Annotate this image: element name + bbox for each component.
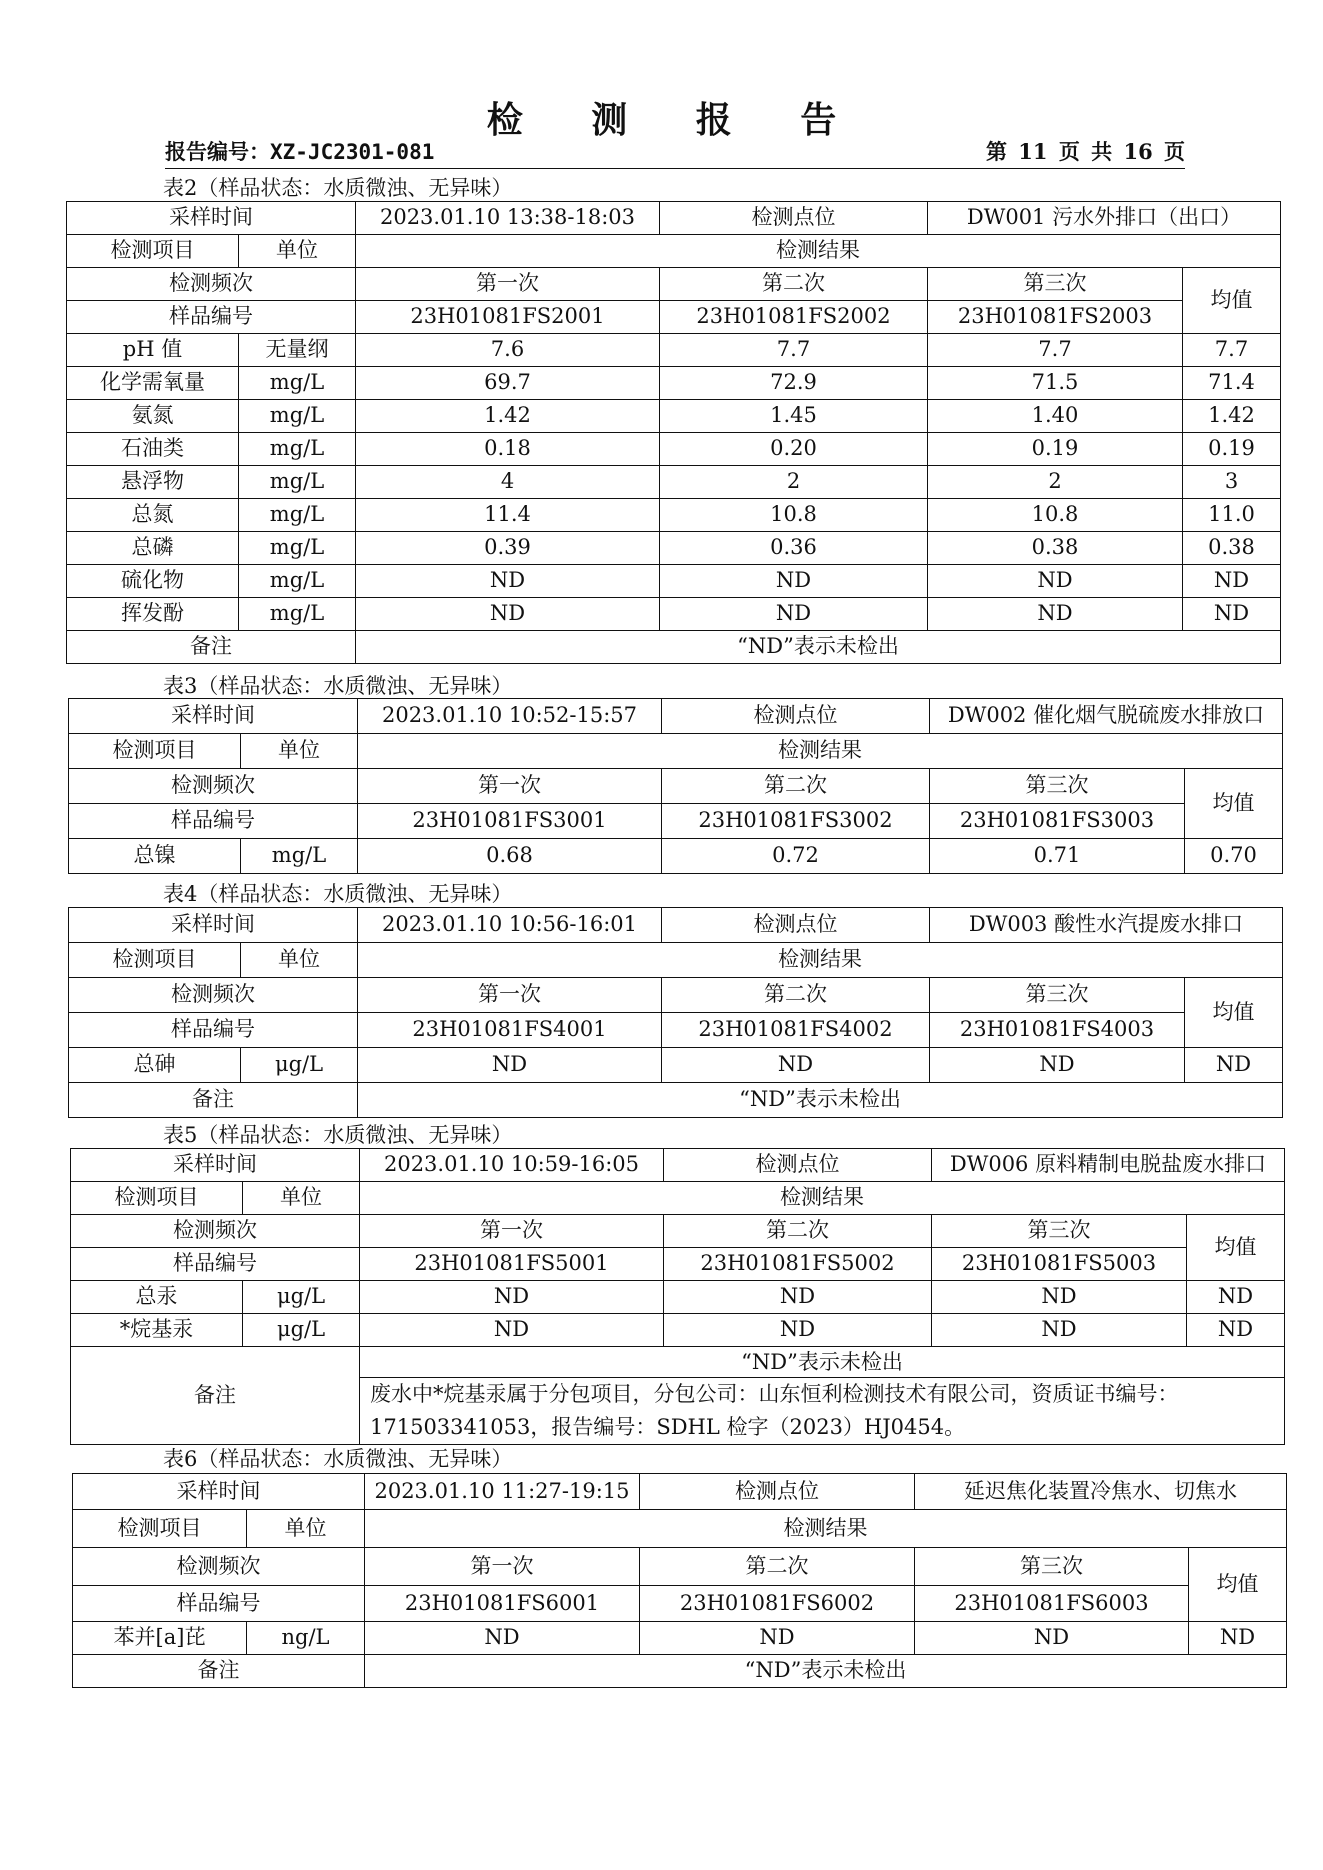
table-row: [69, 839, 1283, 874]
item-unit: 无量纲: [239, 334, 356, 367]
value-3: ND: [932, 1281, 1187, 1314]
result-label: 检测结果: [358, 943, 1283, 978]
sampling-time-value: 2023.01.10 11:27-19:15: [365, 1474, 640, 1510]
freq-third: 第三次: [930, 978, 1185, 1013]
value-1: ND: [360, 1281, 664, 1314]
table-row: [67, 367, 1281, 400]
table6-header-row: [73, 1510, 1287, 1548]
sample-no-1: 23H01081FS6001: [365, 1586, 640, 1622]
table3-sample-row: [69, 804, 1283, 839]
item-unit: mg/L: [241, 839, 358, 874]
item-unit: μg/L: [243, 1281, 360, 1314]
value-2: 7.7: [660, 334, 928, 367]
value-1: 0.39: [356, 532, 660, 565]
item-name: 石油类: [67, 433, 239, 466]
table5-caption: 表5（样品状态：水质微浊、无异味）: [163, 1123, 513, 1147]
site-label: 检测点位: [662, 908, 930, 943]
item-name: 化学需氧量: [67, 367, 239, 400]
result-label: 检测结果: [356, 235, 1281, 268]
item-unit: mg/L: [239, 367, 356, 400]
table2: [66, 201, 1281, 664]
value-2: ND: [664, 1314, 932, 1347]
item-name: 悬浮物: [67, 466, 239, 499]
value-avg: ND: [1185, 1048, 1283, 1083]
report-title: 检 测 报 告: [486, 99, 865, 141]
item-label: 检测项目: [69, 734, 241, 769]
sample-no-1: 23H01081FS4001: [358, 1013, 662, 1048]
item-label: 检测项目: [73, 1510, 247, 1548]
sample-no-3: 23H01081FS2003: [928, 301, 1183, 334]
item-unit: mg/L: [239, 598, 356, 631]
sample-no-3: 23H01081FS4003: [930, 1013, 1185, 1048]
value-avg: ND: [1183, 598, 1281, 631]
sample-no-1: 23H01081FS3001: [358, 804, 662, 839]
value-avg: 11.0: [1183, 499, 1281, 532]
table6-time-row: [73, 1474, 1287, 1510]
value-avg: 1.42: [1183, 400, 1281, 433]
freq-label: 检测频次: [73, 1548, 365, 1586]
sampling-time-label: 采样时间: [67, 202, 356, 235]
table2-caption: 表2（样品状态：水质微浊、无异味）: [163, 176, 513, 200]
value-avg: ND: [1189, 1622, 1287, 1655]
sample-no-2: 23H01081FS5002: [664, 1248, 932, 1281]
sample-no-2: 23H01081FS6002: [640, 1586, 915, 1622]
sample-no-3: 23H01081FS5003: [932, 1248, 1187, 1281]
sample-no-label: 样品编号: [71, 1248, 360, 1281]
value-2: ND: [662, 1048, 930, 1083]
value-3: 10.8: [928, 499, 1183, 532]
table5-time-row: [71, 1149, 1285, 1182]
value-1: 0.68: [358, 839, 662, 874]
table4-freq-row: [69, 978, 1283, 1013]
value-avg: 0.70: [1185, 839, 1283, 874]
value-1: 0.18: [356, 433, 660, 466]
item-unit: mg/L: [239, 565, 356, 598]
result-label: 检测结果: [358, 734, 1283, 769]
avg-label: 均值: [1189, 1548, 1287, 1622]
table2-header-row: [67, 235, 1281, 268]
freq-first: 第一次: [358, 769, 662, 804]
sampling-time-label: 采样时间: [73, 1474, 365, 1510]
value-3: 0.38: [928, 532, 1183, 565]
value-avg: 0.19: [1183, 433, 1281, 466]
item-name: pH 值: [67, 334, 239, 367]
result-label: 检测结果: [360, 1182, 1285, 1215]
sample-no-label: 样品编号: [73, 1586, 365, 1622]
table-row: [69, 1048, 1283, 1083]
sample-no-1: 23H01081FS2001: [356, 301, 660, 334]
site-value: DW002 催化烟气脱硫废水排放口: [930, 699, 1283, 734]
unit-label: 单位: [241, 943, 358, 978]
freq-second: 第二次: [664, 1215, 932, 1248]
unit-label: 单位: [243, 1182, 360, 1215]
freq-third: 第三次: [930, 769, 1185, 804]
item-name: 总砷: [69, 1048, 241, 1083]
table5-sample-row: [71, 1248, 1285, 1281]
freq-first: 第一次: [356, 268, 660, 301]
page-info: 第 11 页 共 16 页: [985, 139, 1185, 164]
value-3: ND: [915, 1622, 1189, 1655]
value-3: ND: [930, 1048, 1185, 1083]
table4: [68, 907, 1283, 1118]
value-1: ND: [358, 1048, 662, 1083]
avg-label: 均值: [1185, 978, 1283, 1048]
unit-label: 单位: [241, 734, 358, 769]
unit-label: 单位: [239, 235, 356, 268]
table3-header-row: [69, 734, 1283, 769]
freq-first: 第一次: [358, 978, 662, 1013]
remark-stack: [360, 1347, 1284, 1444]
freq-second: 第二次: [640, 1548, 915, 1586]
table3: [68, 698, 1283, 874]
freq-second: 第二次: [662, 978, 930, 1013]
value-3: 1.40: [928, 400, 1183, 433]
remark-label: 备注: [69, 1083, 358, 1118]
value-avg: 3: [1183, 466, 1281, 499]
item-name: 氨氮: [67, 400, 239, 433]
table6: [72, 1473, 1287, 1688]
table-row: [71, 1314, 1285, 1347]
table-row: [67, 598, 1281, 631]
sample-no-2: 23H01081FS3002: [662, 804, 930, 839]
avg-label: 均值: [1183, 268, 1281, 334]
freq-first: 第一次: [365, 1548, 640, 1586]
table6-sample-row: [73, 1586, 1287, 1622]
table-row: [67, 565, 1281, 598]
freq-second: 第二次: [660, 268, 928, 301]
remark-value: “ND”表示未检出: [360, 1347, 1284, 1378]
freq-third: 第三次: [932, 1215, 1187, 1248]
table5-header-row: [71, 1182, 1285, 1215]
item-label: 检测项目: [67, 235, 239, 268]
value-1: 1.42: [356, 400, 660, 433]
sample-no-label: 样品编号: [69, 1013, 358, 1048]
table3-caption: 表3（样品状态：水质微浊、无异味）: [163, 674, 513, 698]
value-avg: ND: [1187, 1281, 1285, 1314]
value-3: ND: [928, 598, 1183, 631]
report-number: 报告编号：XZ-JC2301-081: [165, 140, 435, 164]
table6-freq-row: [73, 1548, 1287, 1586]
item-unit: mg/L: [239, 532, 356, 565]
report-header: [165, 136, 1185, 169]
sampling-time-value: 2023.01.10 10:52-15:57: [358, 699, 662, 734]
sample-no-3: 23H01081FS3003: [930, 804, 1185, 839]
value-1: ND: [365, 1622, 640, 1655]
value-1: ND: [356, 565, 660, 598]
item-name: 总镍: [69, 839, 241, 874]
item-name: 挥发酚: [67, 598, 239, 631]
value-2: ND: [660, 598, 928, 631]
sample-no-label: 样品编号: [69, 804, 358, 839]
table5-freq-row: [71, 1215, 1285, 1248]
value-3: ND: [932, 1314, 1187, 1347]
value-3: 71.5: [928, 367, 1183, 400]
sample-no-label: 样品编号: [67, 301, 356, 334]
freq-label: 检测频次: [69, 978, 358, 1013]
freq-label: 检测频次: [67, 268, 356, 301]
table2-sample-row: [67, 301, 1281, 334]
site-value: DW006 原料精制电脱盐废水排口: [932, 1149, 1285, 1182]
value-1: ND: [360, 1314, 664, 1347]
sampling-time-value: 2023.01.10 13:38-18:03: [356, 202, 660, 235]
site-label: 检测点位: [664, 1149, 932, 1182]
site-value: DW003 酸性水汽提废水排口: [930, 908, 1283, 943]
value-2: 2: [660, 466, 928, 499]
value-3: 0.71: [930, 839, 1185, 874]
remark-value: “ND”表示未检出: [365, 1655, 1287, 1688]
table-row: [67, 400, 1281, 433]
value-1: 4: [356, 466, 660, 499]
item-unit: mg/L: [239, 433, 356, 466]
remark-value: “ND”表示未检出: [358, 1083, 1283, 1118]
sample-no-1: 23H01081FS5001: [360, 1248, 664, 1281]
value-1: 69.7: [356, 367, 660, 400]
item-unit: mg/L: [239, 466, 356, 499]
site-value: DW001 污水外排口（出口）: [928, 202, 1281, 235]
item-name: 苯并[a]芘: [73, 1622, 247, 1655]
site-label: 检测点位: [640, 1474, 915, 1510]
table-row: [73, 1622, 1287, 1655]
value-2: 10.8: [660, 499, 928, 532]
table-row: [67, 334, 1281, 367]
table4-remark-row: [69, 1083, 1283, 1118]
item-name: 硫化物: [67, 565, 239, 598]
value-2: ND: [640, 1622, 915, 1655]
value-avg: ND: [1183, 565, 1281, 598]
value-1: 11.4: [356, 499, 660, 532]
item-name: *烷基汞: [71, 1314, 243, 1347]
remark-label: 备注: [71, 1347, 360, 1445]
freq-first: 第一次: [360, 1215, 664, 1248]
freq-second: 第二次: [662, 769, 930, 804]
table6-caption: 表6（样品状态：水质微浊、无异味）: [163, 1447, 513, 1471]
sample-no-3: 23H01081FS6003: [915, 1586, 1189, 1622]
sampling-time-value: 2023.01.10 10:59-16:05: [360, 1149, 664, 1182]
remark-value: “ND”表示未检出: [356, 631, 1281, 664]
freq-third: 第三次: [928, 268, 1183, 301]
value-2: 0.72: [662, 839, 930, 874]
table-row: [67, 466, 1281, 499]
value-2: ND: [664, 1281, 932, 1314]
freq-label: 检测频次: [69, 769, 358, 804]
value-2: 0.20: [660, 433, 928, 466]
freq-label: 检测频次: [71, 1215, 360, 1248]
value-avg: ND: [1187, 1314, 1285, 1347]
freq-third: 第三次: [915, 1548, 1189, 1586]
item-label: 检测项目: [71, 1182, 243, 1215]
value-1: ND: [356, 598, 660, 631]
remark-label: 备注: [67, 631, 356, 664]
value-2: ND: [660, 565, 928, 598]
table2-time-row: [67, 202, 1281, 235]
table5: [70, 1148, 1285, 1445]
item-name: 总氮: [67, 499, 239, 532]
sampling-time-label: 采样时间: [71, 1149, 360, 1182]
item-unit: mg/L: [239, 400, 356, 433]
sample-no-2: 23H01081FS4002: [662, 1013, 930, 1048]
site-label: 检测点位: [660, 202, 928, 235]
item-unit: ng/L: [247, 1622, 365, 1655]
table-row: [67, 433, 1281, 466]
value-3: 2: [928, 466, 1183, 499]
value-3: ND: [928, 565, 1183, 598]
sampling-time-value: 2023.01.10 10:56-16:01: [358, 908, 662, 943]
table3-time-row: [69, 699, 1283, 734]
table-row: [67, 499, 1281, 532]
item-unit: mg/L: [239, 499, 356, 532]
remark-cell: [360, 1347, 1285, 1445]
table-row: [71, 1281, 1285, 1314]
site-value: 延迟焦化装置冷焦水、切焦水: [915, 1474, 1287, 1510]
table3-freq-row: [69, 769, 1283, 804]
value-2: 0.36: [660, 532, 928, 565]
sampling-time-label: 采样时间: [69, 908, 358, 943]
table-row: [67, 532, 1281, 565]
value-avg: 71.4: [1183, 367, 1281, 400]
table4-time-row: [69, 908, 1283, 943]
value-avg: 7.7: [1183, 334, 1281, 367]
value-2: 72.9: [660, 367, 928, 400]
avg-label: 均值: [1187, 1215, 1285, 1281]
item-name: 总磷: [67, 532, 239, 565]
table4-caption: 表4（样品状态：水质微浊、无异味）: [163, 882, 513, 906]
remark-extra: 废水中*烷基汞属于分包项目，分包公司：山东恒利检测技术有限公司，资质证书编号：171503341053，报告编号：SDHL 检字（2023）HJ0454。: [370, 1382, 1179, 1439]
table4-sample-row: [69, 1013, 1283, 1048]
item-name: 总汞: [71, 1281, 243, 1314]
table4-header-row: [69, 943, 1283, 978]
sampling-time-label: 采样时间: [69, 699, 358, 734]
value-1: 7.6: [356, 334, 660, 367]
value-avg: 0.38: [1183, 532, 1281, 565]
value-3: 0.19: [928, 433, 1183, 466]
value-2: 1.45: [660, 400, 928, 433]
table2-freq-row: [67, 268, 1281, 301]
unit-label: 单位: [247, 1510, 365, 1548]
table5-remark-row: [71, 1347, 1285, 1445]
value-3: 7.7: [928, 334, 1183, 367]
table6-remark-row: [73, 1655, 1287, 1688]
item-unit: μg/L: [243, 1314, 360, 1347]
avg-label: 均值: [1185, 769, 1283, 839]
site-label: 检测点位: [662, 699, 930, 734]
item-unit: μg/L: [241, 1048, 358, 1083]
sample-no-2: 23H01081FS2002: [660, 301, 928, 334]
item-label: 检测项目: [69, 943, 241, 978]
result-label: 检测结果: [365, 1510, 1287, 1548]
remark-label: 备注: [73, 1655, 365, 1688]
table2-remark-row: [67, 631, 1281, 664]
